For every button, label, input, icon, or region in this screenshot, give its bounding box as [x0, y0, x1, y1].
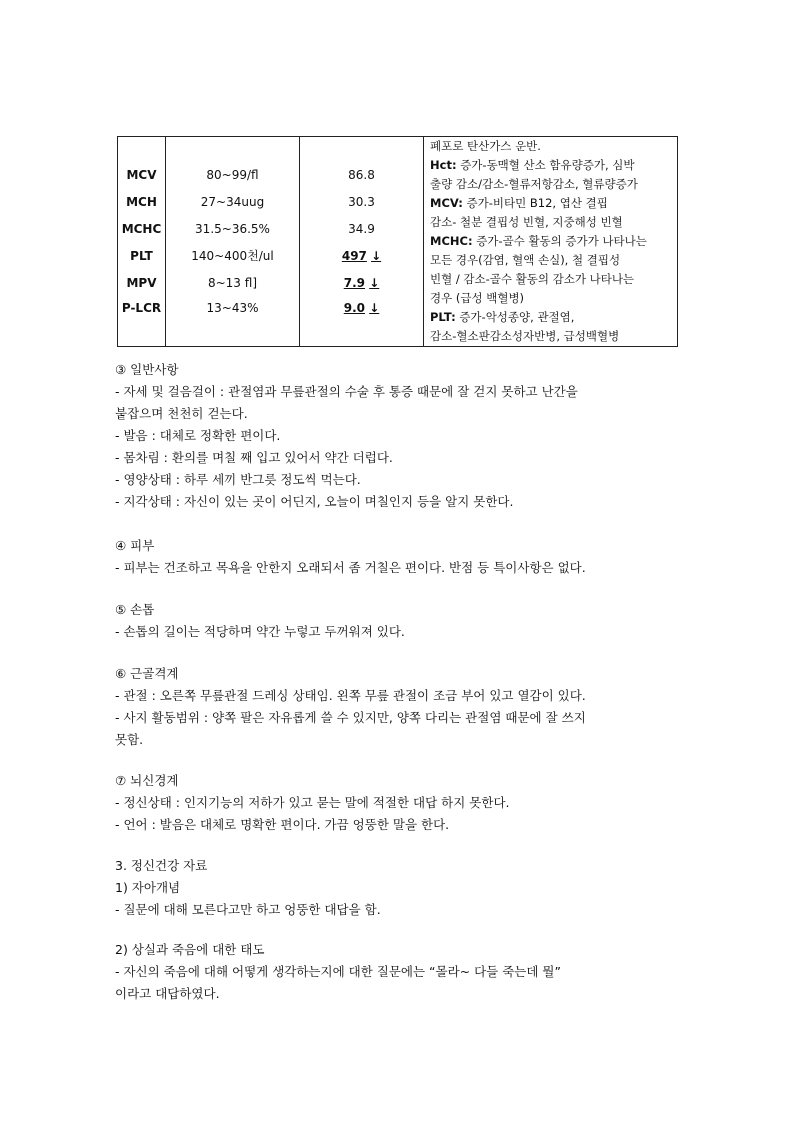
text-line: - 지각상태 : 자신이 있는 곳이 어딘지, 오늘이 며칠인지 등을 알지 못한다. — [115, 494, 514, 509]
note-text: 증가-동맥혈 산소 함유량증가, 심박 — [456, 158, 635, 172]
text-line: - 언어 : 발음은 대체로 명확한 편이다. 가끔 엉뚱한 말을 한다. — [115, 817, 450, 832]
text-line: - 피부는 건조하고 목욕을 안한지 오래되서 좀 거칠은 편이다. 반점 등 특이사항은 없다. — [115, 560, 586, 575]
section-heading: ⑥ 근골격계 — [115, 666, 179, 681]
note-line — [430, 289, 677, 308]
note-text: 증가-골수 활동의 증가가 나타나는 — [472, 234, 647, 248]
lab-name: PLT — [130, 249, 153, 263]
lab-value — [300, 248, 423, 264]
note-line — [430, 137, 677, 156]
note-label: Hct: — [430, 158, 457, 172]
section-loss-death — [115, 939, 794, 1001]
section-heading: ④ 피부 — [115, 538, 155, 553]
lab-name: MPV — [126, 276, 157, 290]
lab-name: MCH — [126, 195, 157, 209]
section-heading: ⑤ 손톱 — [115, 602, 155, 617]
section-mental-health — [115, 855, 794, 921]
text-line: 못함. — [115, 732, 144, 747]
note-label: PLT: — [430, 310, 456, 324]
note-label: MCHC: — [430, 234, 473, 248]
lab-range: 140~400천/ul — [191, 249, 274, 263]
lab-value — [300, 221, 423, 237]
lab-value-number: 497 — [341, 249, 367, 263]
note-line — [430, 156, 677, 175]
note-line — [430, 251, 677, 270]
note-line — [430, 270, 677, 289]
lab-range: 80~99/fl — [206, 168, 259, 182]
lab-value — [300, 300, 423, 316]
section-heading: 3. 정신건강 자료 — [115, 858, 208, 873]
text-line: - 영양상태 : 하루 세끼 반그릇 정도씩 먹는다. — [115, 472, 361, 487]
text-line: - 자세 및 걸음걸이 : 관절염과 무릎관절의 수술 후 통증 때문에 잘 걷지 못하고 난간을 — [115, 384, 578, 399]
lab-results-table — [117, 136, 678, 347]
section-neuro — [115, 770, 794, 832]
note-text: 감소- 철분 결핍성 빈혈, 지중해성 빈혈 — [430, 215, 623, 229]
lab-value-number: 30.3 — [348, 195, 375, 209]
lab-name: MCHC — [121, 222, 162, 236]
note-text: 모든 경우(감염, 혈액 손실), 철 결핍성 — [430, 253, 621, 267]
note-line — [430, 327, 677, 346]
section-heading: 2) 상실과 죽음에 대한 태도 — [115, 942, 265, 957]
lab-range-column — [166, 137, 300, 347]
note-line — [430, 194, 677, 213]
lab-value-number: 7.9 — [343, 276, 365, 290]
lab-value-number: 34.9 — [348, 222, 375, 236]
note-line — [430, 175, 677, 194]
abnormal-flag-icon: ↓ — [371, 249, 382, 263]
text-line: 이라고 대답하였다. — [115, 986, 220, 1001]
lab-value — [300, 167, 423, 183]
note-line — [430, 213, 677, 232]
lab-range: 31.5~36.5% — [195, 222, 270, 236]
note-text: 경우 (급성 백혈병) — [430, 291, 525, 305]
lab-range: 13~43% — [206, 301, 259, 315]
abnormal-flag-icon: ↓ — [369, 301, 380, 315]
section-general — [115, 359, 794, 509]
note-text: 폐포로 탄산가스 운반. — [430, 139, 541, 153]
text-line: 붙잡으며 천천히 걷는다. — [115, 406, 248, 421]
lab-value — [300, 275, 423, 291]
lab-value-column — [300, 137, 424, 347]
text-line: - 자신의 죽음에 대해 어떻게 생각하는지에 대한 질문에는 “몰라~ 다들 죽는데 뭘” — [115, 964, 561, 979]
subsection-heading: 1) 자아개념 — [115, 880, 181, 895]
lab-value-number: 86.8 — [348, 168, 375, 182]
note-line — [430, 308, 677, 327]
note-text: 출량 감소/감소-혈류저항감소, 혈류량증가 — [430, 177, 638, 191]
text-line: - 손톱의 길이는 적당하며 약간 누렇고 두꺼워져 있다. — [115, 624, 405, 639]
section-nails — [115, 599, 794, 643]
lab-name-column — [118, 137, 166, 347]
note-text: 빈혈 / 감소-골수 활동의 감소가 나타나는 — [430, 272, 635, 286]
note-text: 감소-혈소판감소성자반병, 급성백혈병 — [430, 329, 620, 343]
lab-value — [300, 194, 423, 210]
section-musculoskeletal — [115, 663, 794, 747]
abnormal-flag-icon: ↓ — [369, 276, 380, 290]
section-heading: ③ 일반사항 — [115, 362, 179, 377]
lab-notes-column — [424, 137, 678, 347]
note-text: 증가-비타민 B12, 엽산 결핍 — [462, 196, 608, 210]
text-line: - 몸차림 : 환의를 며칠 째 입고 있어서 약간 더럽다. — [115, 450, 393, 465]
section-heading: ⑦ 뇌신경계 — [115, 773, 179, 788]
section-skin — [115, 535, 794, 579]
note-label: MCV: — [430, 196, 463, 210]
lab-range: 27~34uug — [200, 195, 265, 209]
text-line: - 관절 : 오른쪽 무릎관절 드레싱 상태임. 왼쪽 무릎 관절이 조금 부어 있고 열감이 있다. — [115, 688, 586, 703]
text-line: - 정신상태 : 인지기능의 저하가 있고 묻는 말에 적절한 대답 하지 못한다. — [115, 795, 510, 810]
lab-range: 8~13 fl] — [207, 276, 257, 290]
text-line: - 질문에 대해 모른다고만 하고 엉뚱한 대답을 함. — [115, 902, 381, 917]
note-line — [430, 232, 677, 251]
lab-name: MCV — [126, 168, 157, 182]
note-text: 증가-악성종양, 관절염, — [455, 310, 575, 324]
lab-name: P-LCR — [121, 301, 162, 315]
text-line: - 사지 활동범위 : 양쪽 팔은 자유롭게 쓸 수 있지만, 양쪽 다리는 관절염 때문에 잘 쓰지 — [115, 710, 586, 725]
text-line: - 발음 : 대체로 정확한 편이다. — [115, 428, 281, 443]
lab-value-number: 9.0 — [343, 301, 365, 315]
